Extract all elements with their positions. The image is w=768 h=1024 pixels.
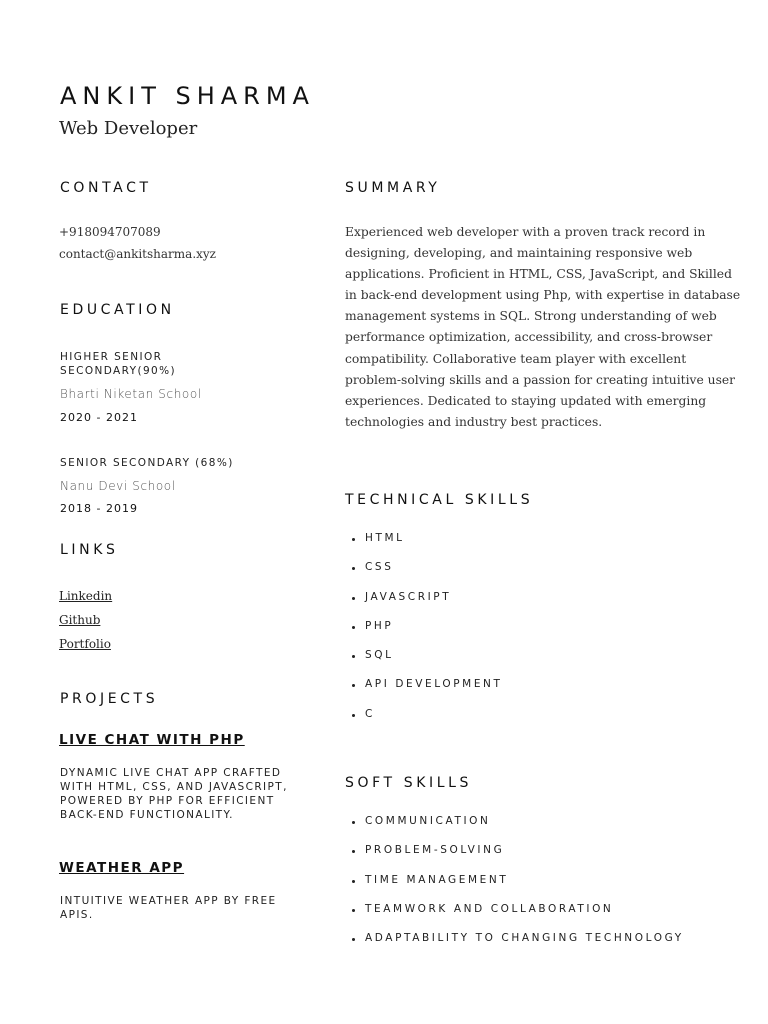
links-heading: LINKS [60,542,119,558]
contact-phone: +918094707089 [59,225,161,239]
skill-label: C [365,707,375,720]
bullet-icon [352,714,355,717]
skill-label: PROBLEM-SOLVING [365,844,505,857]
bullet-icon [352,880,355,883]
education-level: SENIOR SECONDARY (68%) [60,457,234,469]
bullet-icon [352,655,355,658]
projects-heading: PROJECTS [60,691,159,707]
skill-item [352,815,684,844]
contact-heading: CONTACT [60,180,152,196]
project-title[interactable]: LIVE CHAT WITH PHP [59,732,245,748]
education-level: HIGHER SENIOR SECONDARY(90%) [60,351,177,377]
soft-skills-heading: SOFT SKILLS [345,775,472,791]
bullet-icon [352,538,355,541]
skill-label: HTML [365,532,405,544]
skill-label: TIME MANAGEMENT [365,873,509,886]
skill-label: API DEVELOPMENT [365,678,503,691]
technical-skills-list [352,532,503,737]
skill-item [352,844,684,873]
skill-label: TEAMWORK AND COLLABORATION [365,902,614,915]
resume-name: ANKIT SHARMA [60,82,315,110]
skill-label: PHP [365,619,394,632]
skill-item [352,903,684,932]
education-school: Nanu Devi School [60,479,176,493]
skill-item [352,708,503,737]
bullet-icon [352,567,355,570]
education-years: 2020 - 2021 [60,411,138,424]
bullet-icon [352,597,355,600]
skill-label: JAVASCRIPT [365,590,452,603]
skill-item [352,620,503,649]
education-heading: EDUCATION [60,302,175,318]
bullet-icon [352,938,355,941]
project-description: DYNAMIC LIVE CHAT APP CRAFTED WITH HTML, CSS, AND JAVASCRIPT, POWERED BY PHP FOR EFFICIENT BACK-END FUNCTIONALITY. [60,767,288,821]
project-description: INTUITIVE WEATHER APP BY FREE APIS. [60,895,277,921]
bullet-icon [352,684,355,687]
skill-item [352,874,684,903]
bullet-icon [352,909,355,912]
portfolio-link[interactable]: Portfolio [59,637,111,651]
project-title[interactable]: WEATHER APP [59,860,185,876]
skill-item [352,678,503,707]
education-school: Bharti Niketan School [60,387,202,401]
education-years: 2018 - 2019 [60,502,138,515]
technical-skills-heading: TECHNICAL SKILLS [345,492,534,508]
skill-item [352,532,503,561]
summary-text: Experienced web developer with a proven track record in designing, developing, and maintaining responsive web applications. Proficient in HTML, CSS, JavaScript, and Skilled in back-end development using Php, with expertise in database management systems in SQL. Strong understanding of web performance optimization, accessibility, and cross-browser compatibility. Collaborative team player with excellent problem-solving skills and a passion for creating intuitive user experiences. Dedicated to staying updated with emerging technologies and industry best practices. [345,225,741,429]
skill-label: COMMUNICATION [365,815,491,827]
skill-item [352,561,503,590]
skill-item [352,932,684,961]
skill-item [352,649,503,678]
skill-item [352,591,503,620]
bullet-icon [352,821,355,824]
bullet-icon [352,626,355,629]
skill-label: SQL [365,649,394,662]
skill-label: CSS [365,561,394,574]
soft-skills-list [352,815,684,961]
github-link[interactable]: Github [59,613,101,627]
skill-label: ADAPTABILITY TO CHANGING TECHNOLOGY [365,932,684,945]
linkedin-link[interactable]: Linkedin [59,589,113,603]
bullet-icon [352,850,355,853]
job-title: Web Developer [59,118,198,139]
contact-email: contact@ankitsharma.xyz [59,247,217,261]
summary-heading: SUMMARY [345,180,441,196]
